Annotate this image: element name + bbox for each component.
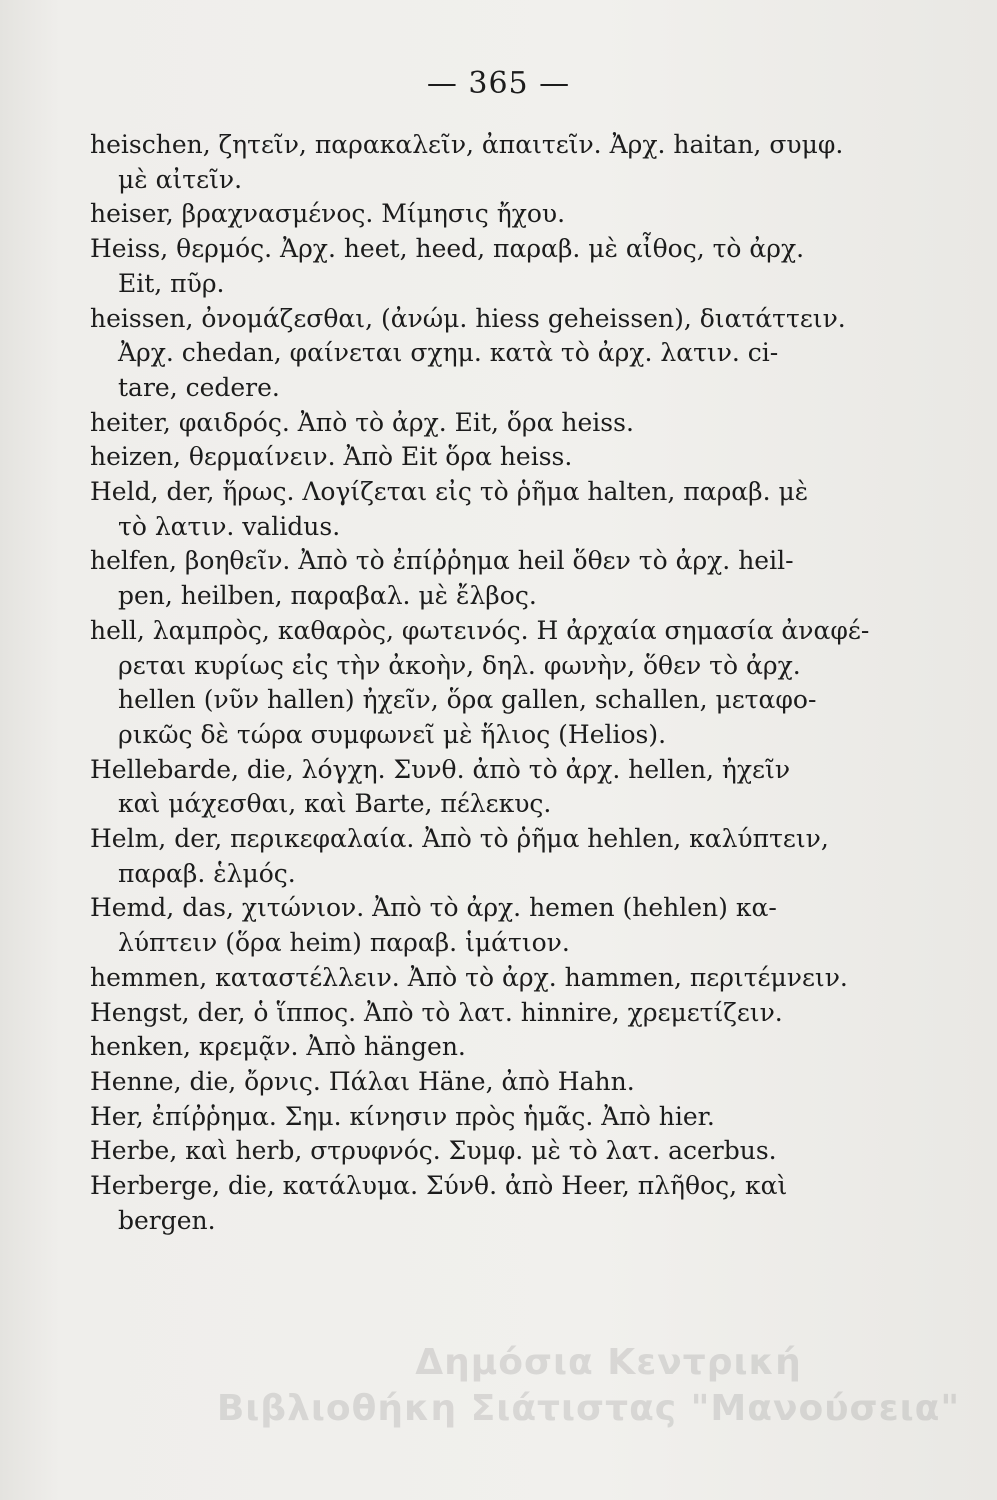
dictionary-entry: helfen, βοηθεῖν. Ἀπὸ τὸ ἐπίῤῥημα heil ὅθεν τὸ ἀρχ. heil- pen, heilben, παραβαλ. μὲ ἔλβος. <box>90 546 794 611</box>
dictionary-entry: Hellebarde, die, λόγχη. Συνθ. ἀπὸ τὸ ἀρχ. hellen, ἠχεῖν καὶ μάχεσθαι, καὶ Barte, πέλεκυς. <box>90 754 791 819</box>
dictionary-entry: hell, λαμπρὸς, καθαρὸς, φωτεινός. Η ἀρχαία σημασία ἀναφέ- ρεται κυρίως εἰς τὴν ἀκοὴν, δηλ. φωνὴν, ὅθεν τὸ ἀρχ. hellen (νῦν hallen) ἠχεῖν, ὅρα gallen, schallen, μεταφο- ρικῶς δὲ τώρα συμφωνεῖ μὲ ἥλιος (Helios). <box>90 615 870 749</box>
dictionary-entry: heischen, ζητεῖν, παρακαλεῖν, ἀπαιτεῖν. Ἀρχ. haitan, συμφ. μὲ αἰτεῖν. <box>90 130 844 194</box>
dictionary-entry: Herbe, καὶ herb, στρυφνός. Συμφ. μὲ τὸ λατ. acerbus. <box>90 1136 777 1166</box>
dictionary-entries <box>90 128 870 1239</box>
dictionary-entry: Heiss, θερμός. Ἀρχ. heet, heed, παραβ. μὲ αἶθος, τὸ ἀρχ. Eit, πῦρ. <box>90 234 805 298</box>
dictionary-entry: heizen, θερμαίνειν. Ἀπὸ Eit ὅρα heiss. <box>90 442 573 472</box>
dictionary-entry: Held, der, ἥρως. Λογίζεται εἰς τὸ ῥῆμα halten, παραβ. μὲ τὸ λατιν. validus. <box>90 477 809 541</box>
page-number: — 365 — <box>426 66 571 101</box>
dictionary-entry: Helm, der, περικεφαλαία. Ἀπὸ τὸ ῥῆμα hehlen, καλύπτειν, παραβ. ἑλμός. <box>90 824 829 888</box>
dictionary-entry: heiter, φαιδρός. Ἀπὸ τὸ ἀρχ. Eit, ὅρα heiss. <box>90 407 634 437</box>
dictionary-entry: Henne, die, ὄρνις. Πάλαι Häne, ἀπὸ Hahn. <box>90 1066 635 1096</box>
dictionary-entry: Hengst, der, ὁ ἵππος. Ἀπὸ τὸ λατ. hinnire, χρεμετίζειν. <box>90 997 783 1027</box>
dictionary-entry: Herberge, die, κατάλυμα. Σύνθ. ἀπὸ Heer, πλῆθος, καὶ bergen. <box>90 1171 788 1235</box>
library-watermark-line1: Δημόσια Κεντρική <box>415 1342 802 1383</box>
dictionary-entry: heissen, ὀνομάζεσθαι, (ἀνώμ. hiess geheissen), διατάττειν. Ἀρχ. chedan, φαίνεται σχημ. κατὰ τὸ ἀρχ. λατιν. ci- tare, cedere. <box>90 303 846 402</box>
dictionary-entry: Her, ἐπίῤῥημα. Σημ. κίνησιν πρὸς ἡμᾶς. Ἀπὸ hier. <box>90 1101 715 1131</box>
library-watermark-line2: Βιβλιοθήκη Σιάτιστας "Μανούσεια" <box>216 1388 961 1429</box>
dictionary-entry: heiser, βραχνασμένος. Μίμησις ἤχου. <box>90 199 566 229</box>
dictionary-entry: henken, κρεμᾷν. Ἀπὸ hängen. <box>90 1032 466 1062</box>
dictionary-entry: Hemd, das, χιτώνιον. Ἀπὸ τὸ ἀρχ. hemen (hehlen) κα- λύπτειν (ὅρα heim) παραβ. ἱμάτιον. <box>90 893 777 958</box>
dictionary-entry: hemmen, καταστέλλειν. Ἀπὸ τὸ ἀρχ. hammen, περιτέμνειν. <box>90 962 848 992</box>
